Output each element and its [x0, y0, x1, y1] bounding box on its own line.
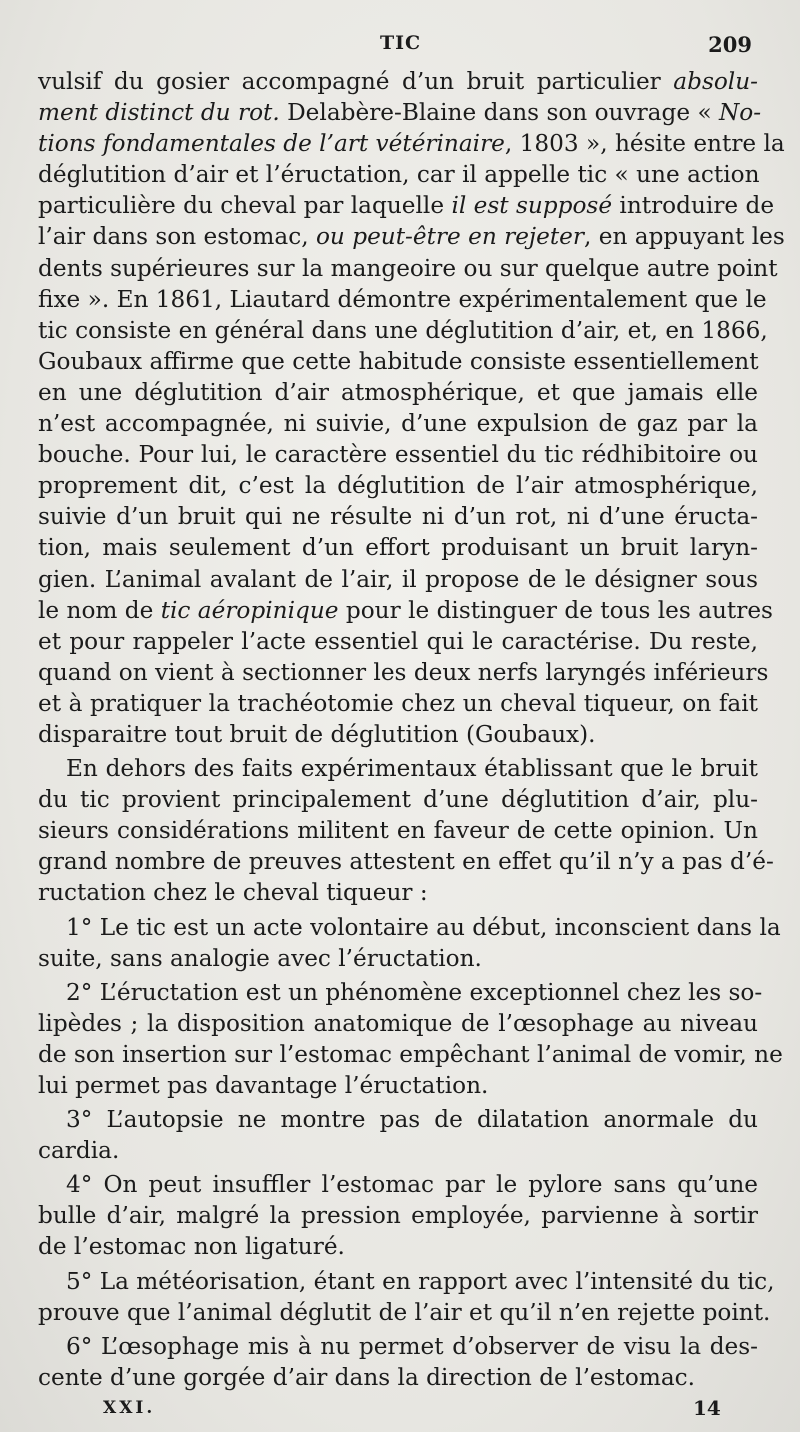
signature-mark: XXI. — [103, 1398, 156, 1418]
italic-text: No- — [719, 99, 762, 127]
text-line — [38, 657, 769, 688]
text-line — [38, 564, 758, 595]
text-run: déglutition d’air et l’éructation, car il appelle tic « une action — [38, 161, 760, 189]
text-line — [38, 128, 785, 159]
paragraph — [38, 66, 785, 750]
text-run: particulière du cheval par laquelle — [38, 192, 452, 220]
text-run: disparaitre tout bruit de déglutition (Goubaux). — [38, 720, 596, 748]
italic-text: ment distinct du rot. — [38, 99, 280, 127]
text-run: le nom de — [38, 596, 161, 624]
text-line — [38, 346, 758, 377]
text-run: grand nombre de preuves attestent en effet qu’il n’y a pas d’é- — [38, 848, 774, 876]
text-run: et pour rappeler l’acte essentiel qui le caractérise. Du reste, — [38, 627, 758, 655]
text-run: cardia. — [38, 1137, 120, 1165]
text-run: En dehors des faits expérimentaux établissant que le bruit — [66, 755, 758, 783]
text-run: 1° Le tic est un acte volontaire au début, inconscient dans la — [66, 913, 781, 941]
text-run: lipèdes ; la disposition anatomique de l’œsophage au niveau — [38, 1009, 758, 1037]
text-line — [38, 688, 758, 719]
text-line — [38, 1070, 758, 1101]
text-line — [38, 1297, 771, 1328]
text-line — [38, 1200, 758, 1231]
text-run: 4° On peut insuffler l’estomac par le pylore sans qu’une — [66, 1171, 758, 1199]
text-line — [38, 221, 785, 252]
text-run: de l’estomac non ligaturé. — [38, 1233, 345, 1261]
text-run: vulsif du gosier accompagné d’un bruit particulier — [38, 68, 674, 95]
text-run: , en appuyant les — [583, 223, 785, 251]
text-line — [38, 1266, 775, 1297]
italic-text: tions fondamentales de l’art vétérinaire — [38, 130, 505, 158]
text-run: bulle d’air, malgré la pression employée, parvienne à sortir — [38, 1202, 758, 1230]
text-run: n’est accompagnée, ni suivie, d’une expulsion de gaz par la — [38, 410, 758, 438]
paragraph — [38, 1169, 758, 1262]
text-run: Delabère-Blaine dans son ouvrage « — [279, 99, 720, 127]
paragraph — [38, 912, 781, 974]
text-run: ructation chez le cheval tiqueur : — [38, 879, 428, 907]
text-run: bouche. Pour lui, le caractère essentiel du tic rédhibitoire ou — [38, 441, 758, 469]
text-line — [38, 1362, 758, 1393]
text-line — [38, 1135, 758, 1166]
paragraph — [38, 1104, 758, 1166]
text-run: lui permet pas davantage l’éructation. — [38, 1072, 489, 1099]
text-line — [38, 159, 758, 190]
text-line — [38, 470, 758, 501]
text-run: du tic provient principalement d’une déglutition d’air, plu- — [38, 786, 758, 814]
text-line — [38, 315, 768, 346]
page-header — [0, 30, 800, 60]
text-line — [38, 977, 763, 1008]
text-line — [38, 284, 767, 315]
text-run: 2° L’éructation est un phénomène exceptionnel chez les so- — [66, 978, 763, 1006]
text-line — [38, 719, 758, 750]
text-run: Goubaux affirme que cette habitude consiste essentiellement — [38, 347, 759, 375]
text-run: en une déglutition d’air atmosphérique, et que jamais elle — [38, 378, 758, 406]
italic-text: il est supposé — [451, 192, 613, 220]
text-run: , 1803 », hésite entre la — [504, 130, 785, 158]
text-run: pour le distinguer de tous les autres — [338, 596, 773, 624]
text-line — [38, 1104, 758, 1135]
text-run: de son insertion sur l’estomac empêchant l’animal de vomir, ne — [38, 1040, 783, 1068]
text-line — [38, 595, 773, 626]
text-line — [38, 877, 758, 908]
text-run: sieurs considérations militent en faveur de cette opinion. Un — [38, 817, 758, 845]
text-line — [38, 532, 758, 563]
text-line — [38, 1331, 758, 1362]
text-line — [38, 753, 758, 784]
italic-text: tic aéropinique — [160, 596, 339, 624]
text-line — [38, 408, 758, 439]
page-footer — [0, 1398, 800, 1428]
paragraph — [38, 977, 783, 1101]
text-run: 6° L’œsophage mis à nu permet d’observer de visu la des- — [66, 1332, 758, 1360]
text-run: gien. L’animal avalant de l’air, il propose de le désigner sous — [38, 565, 758, 593]
text-run: fixe ». En 1861, Liautard démontre expérimentalement que le — [38, 285, 767, 313]
text-line — [38, 912, 781, 943]
text-run: tic consiste en général dans une déglutition d’air, et, en 1866, — [38, 316, 768, 344]
text-line — [38, 97, 762, 128]
text-run: proprement dit, c’est la déglutition de l’air atmosphérique, — [38, 472, 758, 500]
text-run: 3° L’autopsie ne montre pas de dilatation anormale du — [66, 1106, 758, 1134]
text-line — [38, 439, 758, 470]
text-line — [38, 377, 758, 408]
text-line — [38, 815, 758, 846]
text-line — [38, 1039, 783, 1070]
paragraph — [38, 753, 774, 908]
paragraph — [38, 1266, 775, 1328]
page-number: 209 — [708, 32, 752, 57]
text-run: tion, mais seulement d’un effort produisant un bruit laryn- — [38, 534, 758, 562]
text-run: dents supérieures sur la mangeoire ou sur quelque autre point — [38, 254, 778, 282]
text-line — [38, 626, 758, 657]
text-line — [38, 190, 775, 221]
text-line — [38, 66, 758, 97]
text-line — [38, 1231, 758, 1262]
text-run: suivie d’un bruit qui ne résulte ni d’un rot, ni d’une éructa- — [38, 503, 758, 531]
text-line — [38, 501, 758, 532]
body-text — [38, 66, 785, 1393]
italic-text: absolu- — [673, 68, 758, 95]
paragraph — [38, 1331, 758, 1393]
text-run: prouve que l’animal déglutit de l’air et qu’il n’en rejette point. — [38, 1298, 771, 1326]
text-run: suite, sans analogie avec l’éructation. — [38, 944, 482, 972]
text-run: quand on vient à sectionner les deux nerfs laryngés inférieurs — [38, 658, 769, 686]
text-line — [38, 784, 758, 815]
text-run: et à pratiquer la trachéotomie chez un cheval tiqueur, on fait — [38, 689, 758, 717]
text-run: cente d’une gorgée d’air dans la direction de l’estomac. — [38, 1363, 696, 1391]
sheet-number: 14 — [693, 1396, 721, 1420]
running-title: TIC — [380, 32, 422, 54]
text-line — [38, 253, 778, 284]
text-line — [38, 1008, 758, 1039]
text-line — [38, 846, 774, 877]
text-line — [38, 1169, 758, 1200]
text-run: introduire de — [612, 192, 775, 220]
text-run: 5° La météorisation, étant en rapport avec l’intensité du tic, — [66, 1267, 775, 1295]
text-run: l’air dans son estomac, — [38, 223, 316, 251]
text-line — [38, 943, 758, 974]
italic-text: ou peut-être en rejeter — [315, 223, 584, 251]
